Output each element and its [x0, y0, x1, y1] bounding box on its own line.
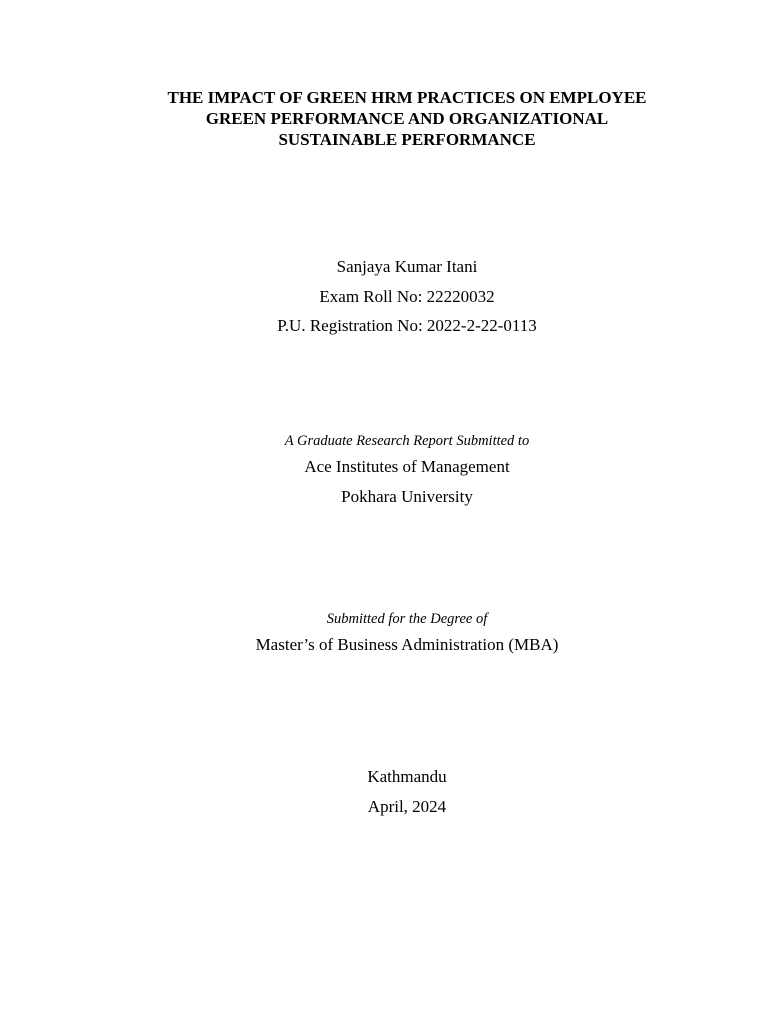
document-title [0, 87, 768, 150]
registration-number: P.U. Registration No: 2022-2-22-0113 [277, 316, 537, 335]
date: April, 2024 [367, 797, 447, 816]
degree-name: Master’s of Business Administration (MBA) [255, 635, 559, 654]
title-line-2: GREEN PERFORMANCE AND ORGANIZATIONAL [205, 109, 609, 128]
title-line-1: THE IMPACT OF GREEN HRM PRACTICES ON EMPLOYEE [167, 88, 647, 107]
degree-block [0, 608, 768, 660]
author-name: Sanjaya Kumar Itani [336, 257, 478, 276]
submission-block [0, 430, 768, 511]
submission-statement: A Graduate Research Report Submitted to [284, 433, 530, 449]
place: Kathmandu [367, 767, 447, 786]
author-block [0, 252, 768, 341]
degree-statement: Submitted for the Degree of [326, 611, 488, 627]
title-line-3: SUSTAINABLE PERFORMANCE [278, 130, 536, 149]
exam-roll-number: Exam Roll No: 22220032 [319, 286, 495, 306]
university-name: Pokhara University [341, 486, 473, 506]
place-date-block [0, 762, 768, 822]
institute-name: Ace Institutes of Management [304, 457, 510, 476]
